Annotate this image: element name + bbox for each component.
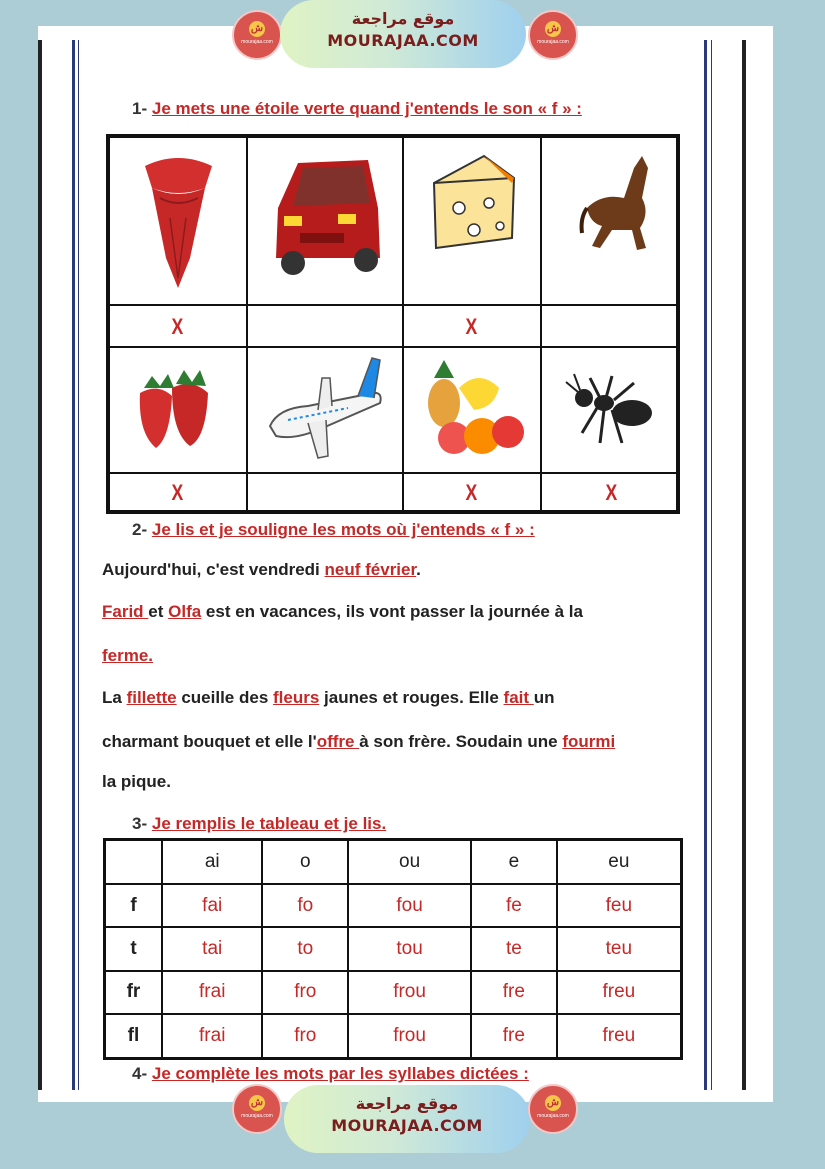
column-header: ai <box>162 840 263 884</box>
text: à son frère. Soudain une <box>359 732 563 751</box>
page-border-left-thin <box>78 40 79 1090</box>
mark-cell[interactable] <box>541 473 677 511</box>
paragraph-line <box>102 602 583 622</box>
horse-icon <box>542 138 676 304</box>
table-row <box>105 1014 682 1058</box>
underlined-word: fourmi <box>562 732 616 751</box>
picture-cell-fraises <box>109 347 247 473</box>
section2-title: Je lis et je souligne les mots où j'entends « f » : <box>151 520 535 539</box>
syllable-cell[interactable]: teu <box>557 927 682 970</box>
table-row <box>105 971 682 1014</box>
section3-number: 3- <box>132 814 148 833</box>
underlined-word: fait <box>503 688 534 707</box>
site-arabic-name: موقع مراجعة <box>355 1094 459 1113</box>
site-banner-bottom[interactable] <box>284 1085 530 1153</box>
site-banner-top[interactable] <box>280 0 526 68</box>
section2-heading <box>132 520 535 540</box>
section4-number: 4- <box>132 1064 148 1083</box>
picture-cell-fourmi <box>541 347 677 473</box>
ant-icon <box>542 348 676 472</box>
mark-fraises: X <box>171 480 184 505</box>
paragraph-line <box>102 732 615 752</box>
text: la pique. <box>102 772 171 791</box>
syllable-cell[interactable]: frai <box>162 1014 263 1058</box>
site-logo-icon[interactable]: ش mourajaa.com <box>528 1084 578 1134</box>
syllable-cell[interactable]: fro <box>262 1014 348 1058</box>
row-header: fl <box>105 1014 162 1058</box>
mark-fruits: X <box>465 480 478 505</box>
row-header: t <box>105 927 162 970</box>
syllable-cell[interactable]: frou <box>348 1014 471 1058</box>
fruits-icon <box>404 348 540 472</box>
paragraph-line <box>102 646 153 666</box>
syllable-cell[interactable]: frou <box>348 971 471 1014</box>
mark-fourmi: X <box>605 480 618 505</box>
picture-cell-fromage <box>403 137 541 305</box>
syllable-cell[interactable]: tou <box>348 927 471 970</box>
site-logo-icon[interactable]: ش mourajaa.com <box>232 1084 282 1134</box>
section1-heading <box>132 99 582 119</box>
section3-heading <box>132 814 386 834</box>
mark-cell[interactable] <box>403 305 541 347</box>
mark-cell[interactable] <box>247 473 403 511</box>
underlined-word: Farid <box>102 602 149 621</box>
logo-caption: mourajaa.com <box>537 1113 569 1119</box>
picture-cell-cheval <box>541 137 677 305</box>
logo-caption: mourajaa.com <box>537 39 569 45</box>
section1-number: 1- <box>132 99 148 118</box>
picture-cell-foulard <box>109 137 247 305</box>
car-icon <box>248 138 402 304</box>
page-border-right-inner <box>704 40 707 1090</box>
page-border-left-outer <box>38 40 42 1090</box>
row-header: fr <box>105 971 162 1014</box>
mark-cell[interactable] <box>109 305 247 347</box>
syllable-cell[interactable]: frai <box>162 971 263 1014</box>
site-domain: MOURAJAA.COM <box>327 31 479 50</box>
text: La <box>102 688 127 707</box>
page-border-right-outer <box>742 40 746 1090</box>
logo-caption: mourajaa.com <box>241 39 273 45</box>
syllable-cell[interactable]: fai <box>162 884 263 927</box>
syllable-cell[interactable]: freu <box>557 971 682 1014</box>
text: et <box>148 602 169 621</box>
underlined-word: ferme. <box>102 646 154 665</box>
paragraph-line <box>102 772 171 792</box>
text: . <box>416 560 421 579</box>
syllable-cell[interactable]: freu <box>557 1014 682 1058</box>
syllable-cell[interactable]: feu <box>557 884 682 927</box>
picture-cell-fruits <box>403 347 541 473</box>
mark-cell[interactable] <box>247 305 403 347</box>
site-logo-icon[interactable]: ش mourajaa.com <box>232 10 282 60</box>
paragraph-line <box>102 560 421 580</box>
airplane-icon <box>248 348 402 472</box>
strawberries-icon <box>110 348 246 472</box>
syllable-cell[interactable]: fou <box>348 884 471 927</box>
section1-title: Je mets une étoile verte quand j'entends le son « f » : <box>151 99 582 118</box>
underlined-word: neuf février <box>324 560 417 579</box>
mark-cell[interactable] <box>109 473 247 511</box>
section3-title: Je remplis le tableau et je lis. <box>151 814 387 833</box>
picture-cell-avion <box>247 347 403 473</box>
scarf-icon <box>110 138 246 304</box>
syllable-cell[interactable]: te <box>471 927 557 970</box>
syllable-table <box>103 838 683 1060</box>
column-header: e <box>471 840 557 884</box>
page-border-right-thin <box>711 40 712 1090</box>
row-header: f <box>105 884 162 927</box>
underlined-word: fleurs <box>273 688 320 707</box>
underlined-word: Olfa <box>168 602 202 621</box>
syllable-cell[interactable]: to <box>262 927 348 970</box>
column-header: ou <box>348 840 471 884</box>
syllable-cell[interactable]: tai <box>162 927 263 970</box>
text: Aujourd'hui, c'est vendredi <box>102 560 325 579</box>
mark-cell[interactable] <box>403 473 541 511</box>
logo-caption: mourajaa.com <box>241 1113 273 1119</box>
site-logo-icon[interactable]: ش mourajaa.com <box>528 10 578 60</box>
mark-foulard: X <box>171 314 184 339</box>
column-header: eu <box>557 840 682 884</box>
section2-number: 2- <box>132 520 148 539</box>
picture-cell-voiture <box>247 137 403 305</box>
text: charmant bouquet et elle l' <box>102 732 317 751</box>
section4-title: Je complète les mots par les syllabes dictées : <box>151 1064 529 1083</box>
syllable-cell[interactable]: fre <box>471 971 557 1014</box>
cheese-icon <box>404 138 540 304</box>
syllable-cell[interactable]: fre <box>471 1014 557 1058</box>
text: cueille des <box>176 688 274 707</box>
column-header: o <box>262 840 348 884</box>
mark-cell[interactable] <box>541 305 677 347</box>
underlined-word: fillette <box>126 688 177 707</box>
site-domain: MOURAJAA.COM <box>331 1116 483 1135</box>
table-row <box>105 884 682 927</box>
text: un <box>533 688 555 707</box>
syllable-cell[interactable]: fo <box>262 884 348 927</box>
syllable-cell[interactable]: fro <box>262 971 348 1014</box>
section4-heading <box>132 1064 529 1084</box>
paragraph-line <box>102 688 555 708</box>
table-corner <box>105 840 162 884</box>
site-arabic-name: موقع مراجعة <box>351 9 455 28</box>
table-row <box>105 927 682 970</box>
table-header-row <box>105 840 682 884</box>
page-border-left-inner <box>72 40 75 1090</box>
text: jaunes et rouges. Elle <box>319 688 504 707</box>
text: est en vacances, ils vont passer la journée à la <box>201 602 583 621</box>
underlined-word: offre <box>316 732 360 751</box>
picture-grid <box>106 134 680 514</box>
syllable-cell[interactable]: fe <box>471 884 557 927</box>
mark-fromage: X <box>465 314 478 339</box>
